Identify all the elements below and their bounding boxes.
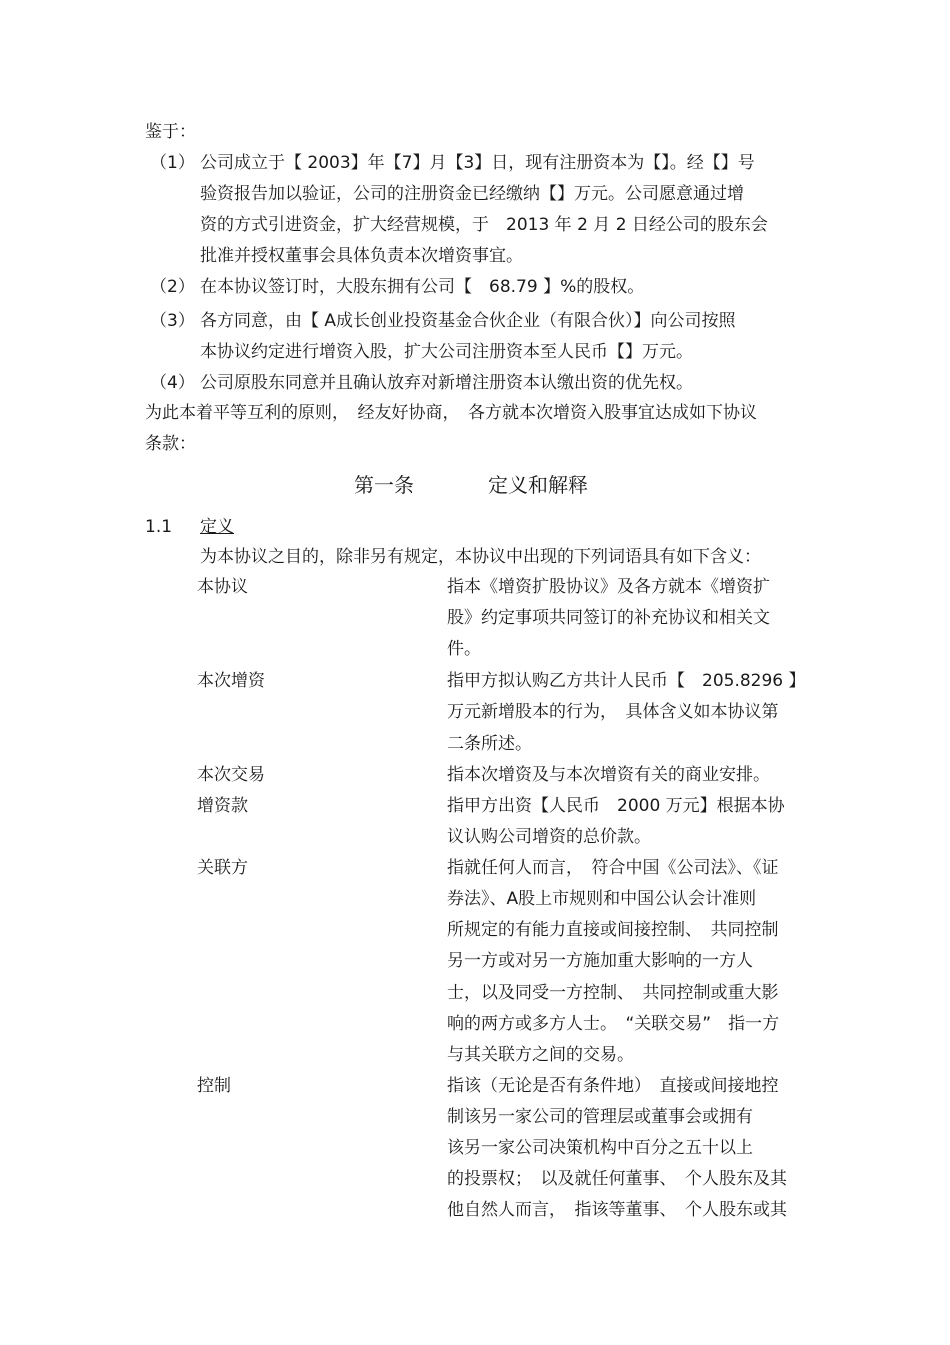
intro-label: 鉴于： [145,122,196,142]
definition-text-line: 指甲方拟认购乙方共计人民币【 205.8296 】 [447,671,806,691]
definition-text-line: 制该另一家公司的管理层或董事会或拥有 [447,1107,753,1127]
article-title: 定义和解释 [488,473,588,497]
section-title: 定义 [200,517,234,537]
closing-text-line: 为此本着平等互利的原则， 经友好协商， 各方就本次增资入股事宜达成如下协议 [145,403,757,423]
section-number: 1.1 [145,517,173,537]
recital-text-line: 公司原股东同意并且确认放弃对新增注册资本认缴出资的优先权。 [200,373,693,393]
definition-text-line: 的投票权； 以及就任何董事、 个人股东及其 [447,1169,787,1189]
recital-text-line: 本协议约定进行增资入股，扩大公司注册资本至人民币【】万元。 [200,342,693,362]
recital-text-line: 批准并授权董事会具体负责本次增资事宜。 [200,246,523,266]
recital-number: （4） [150,373,195,393]
definition-text-line: 指本次增资及与本次增资有关的商业安排。 [447,765,770,785]
definition-text-line: 券法》、A股上市规则和中国公认会计准则 [447,889,757,909]
definition-text-line: 士，以及同受一方控制、 共同控制或重大影 [447,983,779,1003]
definition-term: 本次交易 [197,765,265,785]
recital-text-line: 公司成立于【 2003】年【7】月【3】日，现有注册资本为【】。经【】号 [200,153,755,173]
definition-text-line: 二条所述。 [447,734,532,754]
recital-text-line: 验资报告加以验证，公司的注册资金已经缴纳【】万元。公司愿意通过增 [200,184,744,204]
definition-text-line: 所规定的有能力直接或间接控制、 共同控制 [447,920,779,940]
definition-term: 本协议 [197,577,248,597]
definition-text-line: 另一方或对另一方施加重大影响的一方人 [447,951,753,971]
recital-text-line: 资的方式引进资金，扩大经营规模，于 2013 年 2 月 2 日经公司的股东会 [200,215,768,235]
recital-number: （3） [150,311,195,331]
recital-number: （2） [150,277,195,297]
definition-text-line: 该另一家公司决策机构中百分之五十以上 [447,1138,753,1158]
recital-text-line: 在本协议签订时，大股东拥有公司【 68.79 】%的股权。 [200,277,645,297]
definition-term: 增资款 [197,796,248,816]
definition-text-line: 响的两方或多方人士。 “关联交易” 指一方 [447,1014,780,1034]
recital-number: （1） [150,153,195,173]
definition-text-line: 他自然人而言， 指该等董事、 个人股东或其 [447,1200,787,1220]
definition-text-line: 件。 [447,639,481,659]
definition-text-line: 股》约定事项共同签订的补充协议和相关文 [447,608,770,628]
definition-term: 控制 [197,1076,231,1096]
definition-text-line: 与其关联方之间的交易。 [447,1045,634,1065]
recital-text-line: 各方同意，由【 A成长创业投资基金合伙企业（有限合伙）】向公司按照 [200,311,736,331]
definition-text-line: 指甲方出资【人民币 2000 万元】根据本协 [447,796,785,816]
definition-text-line: 议认购公司增资的总价款。 [447,827,651,847]
definition-text-line: 指就任何人而言， 符合中国《公司法》、《证 [447,858,779,878]
definition-term: 本次增资 [197,671,265,691]
definition-text-line: 指本《增资扩股协议》及各方就本《增资扩 [447,577,770,597]
article-number: 第一条 [354,473,414,497]
section-intro: 为本协议之目的，除非另有规定，本协议中出现的下列词语具有如下含义： [200,547,761,567]
definition-term: 关联方 [197,858,248,878]
definition-text-line: 指该（无论是否有条件地） 直接或间接地控 [447,1076,779,1096]
definition-text-line: 万元新增股本的行为， 具体含义如本协议第 [447,702,779,722]
closing-text-line: 条款： [145,434,196,454]
